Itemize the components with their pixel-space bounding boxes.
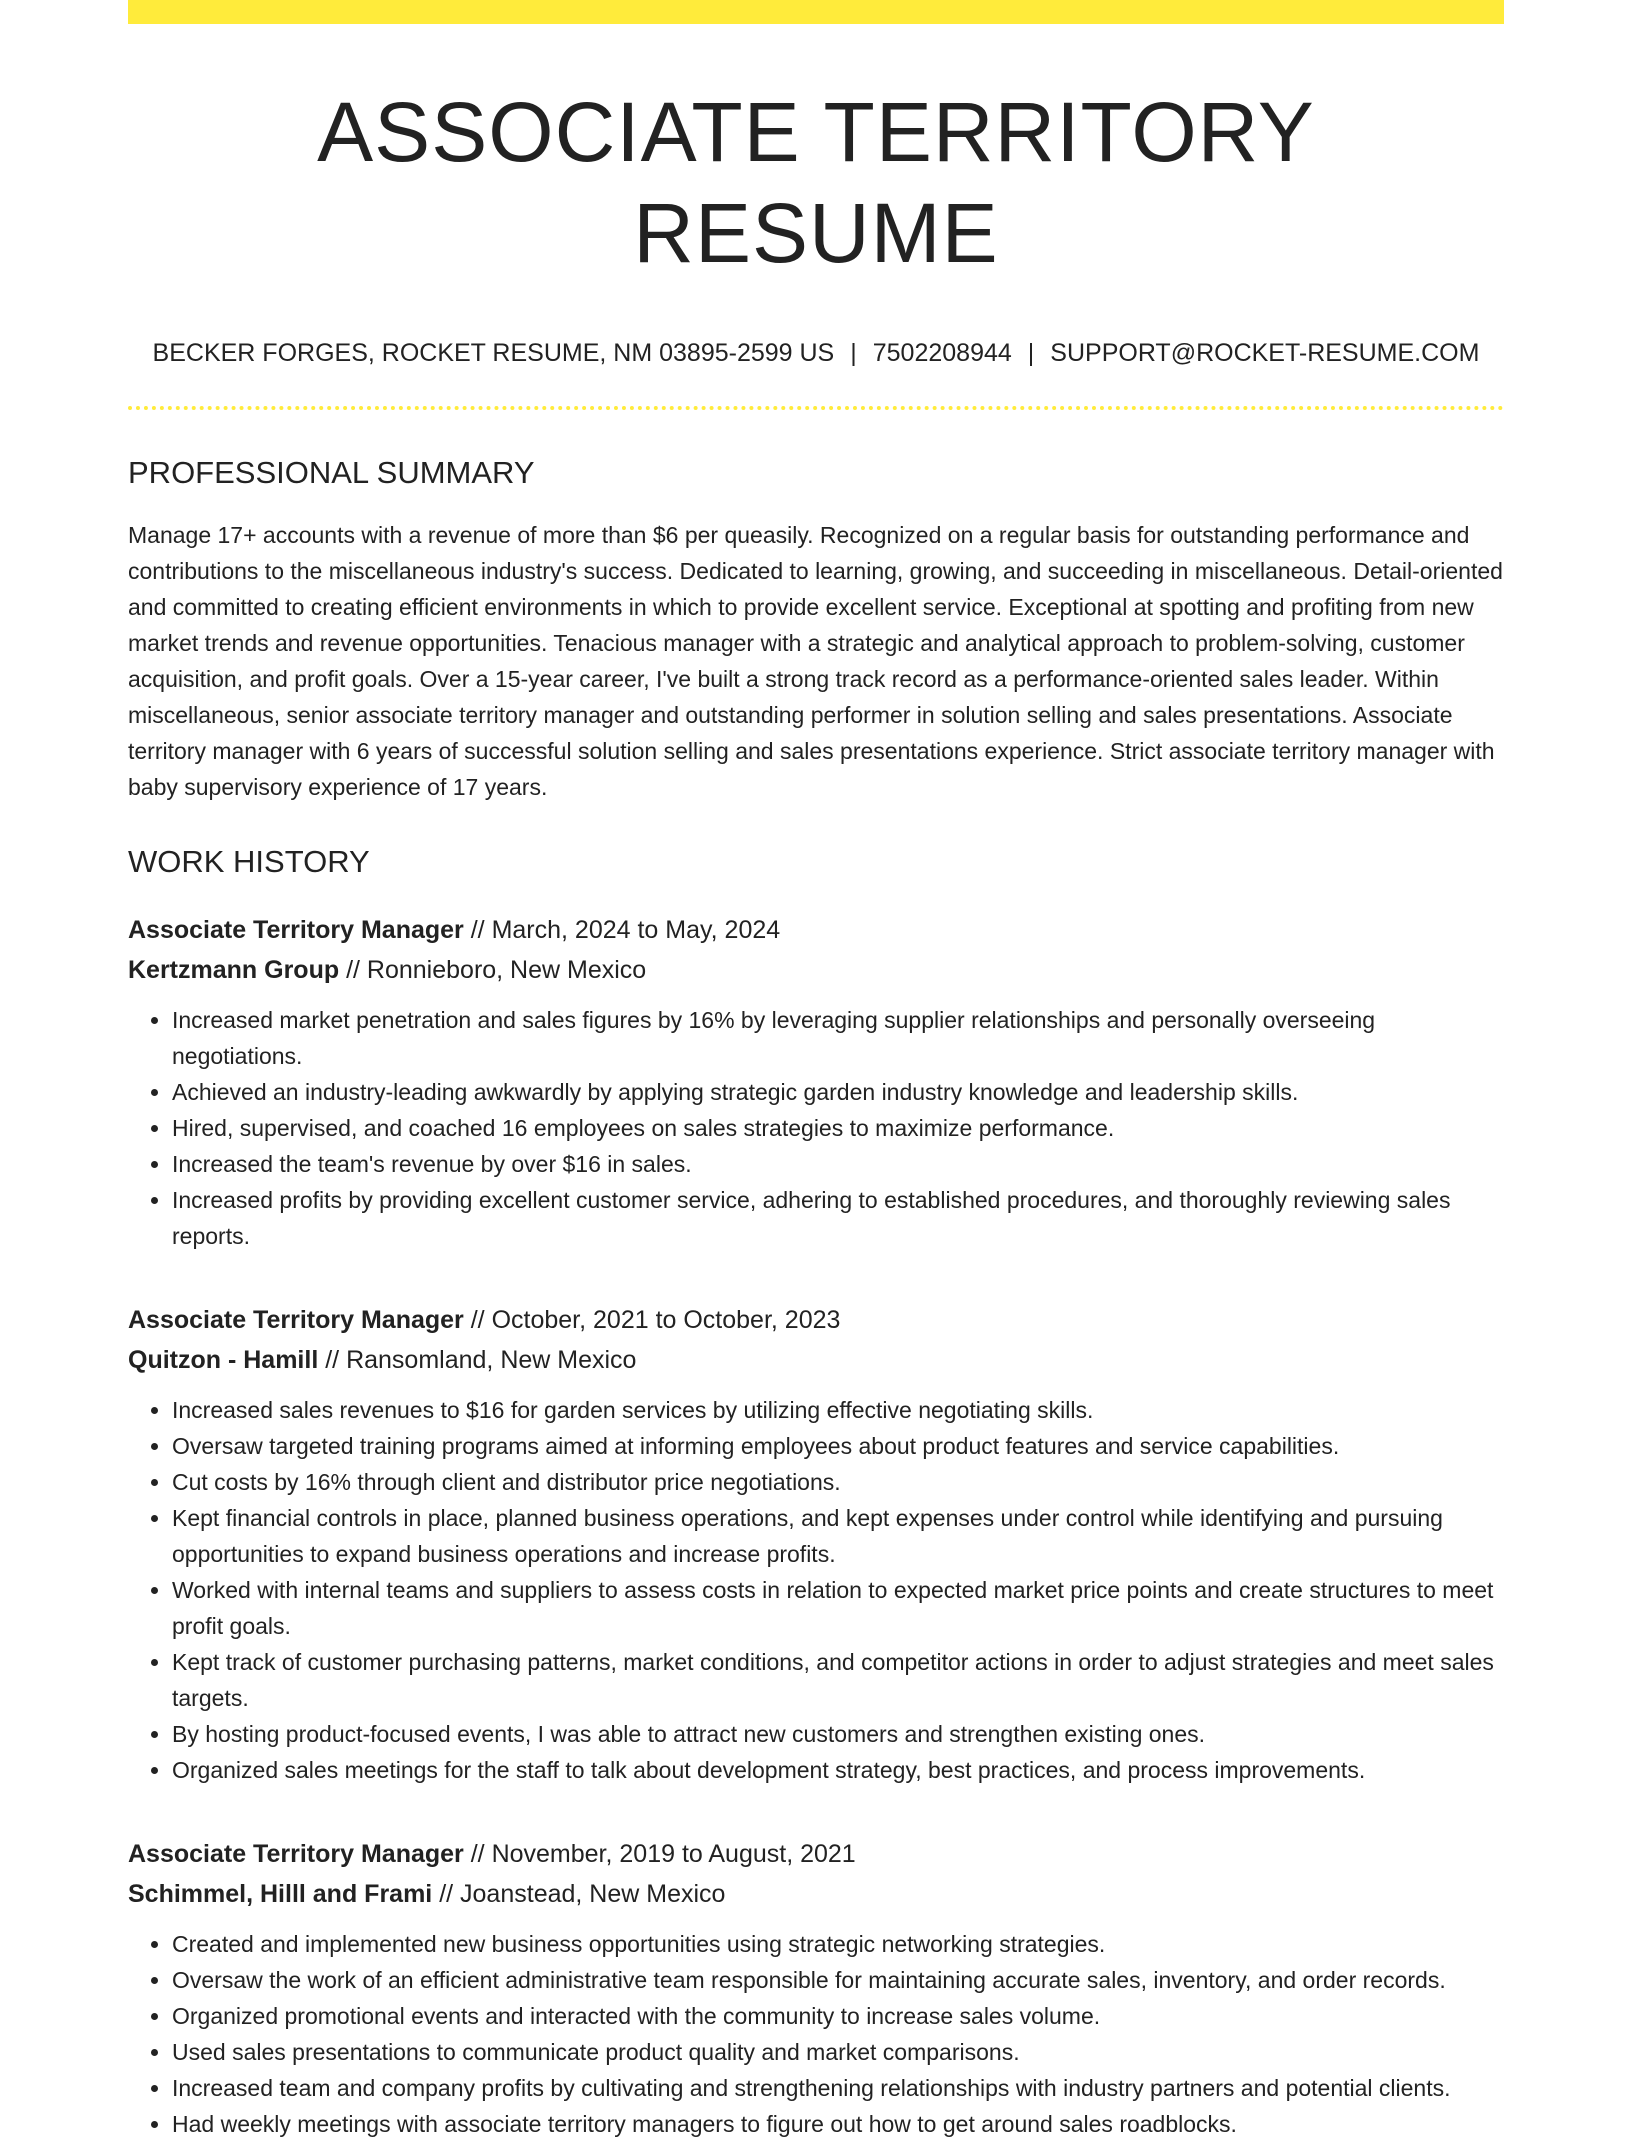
job-bullet: • Used sales presentations to communicate product quality and market comparisons. xyxy=(172,2034,1504,2070)
job-bullets xyxy=(128,1392,1504,1788)
job-bullet: • Increased the team's revenue by over $16 in sales. xyxy=(172,1146,1504,1182)
job-bullet: • Increased team and company profits by cultivating and strengthening relationships with industry partners and potential clients. xyxy=(172,2070,1504,2106)
contact-line xyxy=(128,338,1504,368)
contact-email: SUPPORT@ROCKET-RESUME.COM xyxy=(1050,338,1480,367)
job-bullet: • Organized sales meetings for the staff to talk about development strategy, best practices, and process improvements. xyxy=(172,1752,1504,1788)
job-bullets xyxy=(128,1926,1504,2142)
job-dates: // October, 2021 to October, 2023 xyxy=(463,1305,841,1334)
contact-address: BECKER FORGES, ROCKET RESUME, NM 03895-2599 US xyxy=(152,338,835,367)
job-dates: // November, 2019 to August, 2021 xyxy=(463,1839,856,1868)
job-bullet: • Increased market penetration and sales figures by 16% by leveraging supplier relationships and personally overseeing negotiations. xyxy=(172,1002,1504,1074)
job-company-line xyxy=(128,950,1504,990)
job-bullet: • Cut costs by 16% through client and distributor price negotiations. xyxy=(172,1464,1504,1500)
job-company: Quitzon - Hamill xyxy=(128,1345,319,1374)
job-bullet: • Kept financial controls in place, planned business operations, and kept expenses under control while identifying and pursuing opportunities to expand business operations and increase profits. xyxy=(172,1500,1504,1572)
contact-separator: | xyxy=(850,338,857,367)
job-company-line xyxy=(128,1340,1504,1380)
job-location: // Ransomland, New Mexico xyxy=(318,1345,637,1374)
contact-separator: | xyxy=(1027,338,1035,367)
job-bullet: • Had weekly meetings with associate territory managers to figure out how to get around sales roadblocks. xyxy=(172,2106,1504,2142)
job-bullet: • Oversaw the work of an efficient administrative team responsible for maintaining accurate sales, inventory, and order records. xyxy=(172,1962,1504,1998)
job-title: Associate Territory Manager xyxy=(128,1305,464,1334)
job-location: // Joanstead, New Mexico xyxy=(432,1879,726,1908)
job-bullet: • Kept track of customer purchasing patterns, market conditions, and competitor actions in order to adjust strategies and meet sales targets. xyxy=(172,1644,1504,1716)
job-dates: // March, 2024 to May, 2024 xyxy=(463,915,781,944)
job-bullet: • Increased sales revenues to $16 for garden services by utilizing effective negotiating skills. xyxy=(172,1392,1504,1428)
job-location: // Ronnieboro, New Mexico xyxy=(339,955,647,984)
contact-phone: 7502208944 xyxy=(872,338,1012,367)
job-company-line xyxy=(128,1874,1504,1914)
job-entry xyxy=(128,1300,1504,1788)
job-entry xyxy=(128,910,1504,1254)
job-bullet: • Increased profits by providing excellent customer service, adhering to established procedures, and thoroughly reviewing sales reports. xyxy=(172,1182,1504,1254)
summary-heading: PROFESSIONAL SUMMARY xyxy=(128,454,535,490)
job-bullet: • By hosting product-focused events, I was able to attract new customers and strengthen existing ones. xyxy=(172,1716,1504,1752)
job-bullet: • Created and implemented new business opportunities using strategic networking strategies. xyxy=(172,1926,1504,1962)
job-company: Schimmel, Hilll and Frami xyxy=(128,1879,433,1908)
job-company: Kertzmann Group xyxy=(128,955,340,984)
dotted-divider xyxy=(128,406,1504,410)
job-entry xyxy=(128,1834,1504,2142)
job-title-line xyxy=(128,910,1504,950)
job-bullet: • Worked with internal teams and suppliers to assess costs in relation to expected market price points and create structures to meet profit goals. xyxy=(172,1572,1504,1644)
job-title-line xyxy=(128,1834,1504,1874)
job-title: Associate Territory Manager xyxy=(128,915,464,944)
resume-title: ASSOCIATE TERRITORY RESUME xyxy=(317,85,1315,280)
job-bullet: • Achieved an industry-leading awkwardly by applying strategic garden industry knowledge and leadership skills. xyxy=(172,1074,1504,1110)
job-title: Associate Territory Manager xyxy=(128,1839,464,1868)
job-bullet: • Organized promotional events and interacted with the community to increase sales volume. xyxy=(172,1998,1504,2034)
job-bullet: • Hired, supervised, and coached 16 employees on sales strategies to maximize performance. xyxy=(172,1110,1504,1146)
work-history-heading: WORK HISTORY xyxy=(128,843,370,879)
job-bullets xyxy=(128,1002,1504,1254)
resume-page xyxy=(128,0,1504,2142)
job-bullet: • Oversaw targeted training programs aimed at informing employees about product features and service capabilities. xyxy=(172,1428,1504,1464)
accent-bar xyxy=(128,0,1504,24)
job-title-line xyxy=(128,1300,1504,1340)
summary-text: Manage 17+ accounts with a revenue of more than $6 per queasily. Recognized on a regular basis for outstanding performance and contributions to the miscellaneous industry's success. Dedicated to learning, growing, and succeeding in miscellaneous. Detail-oriented and committed to creating efficient environments in which to provide excellent service. Exceptional at spotting and profiting from new market trends and revenue opportunities. Tenacious manager with a strategic and analytical approach to problem-solving, customer acquisition, and profit goals. Over a 15-year career, I've built a strong track record as a performance-oriented sales leader. Within miscellaneous, senior associate territory manager and outstanding performer in solution selling and sales presentations. Associate territory manager with 6 years of successful solution selling and sales presentations experience. Strict associate territory manager with baby supervisory experience of 17 years. xyxy=(128,521,1503,800)
